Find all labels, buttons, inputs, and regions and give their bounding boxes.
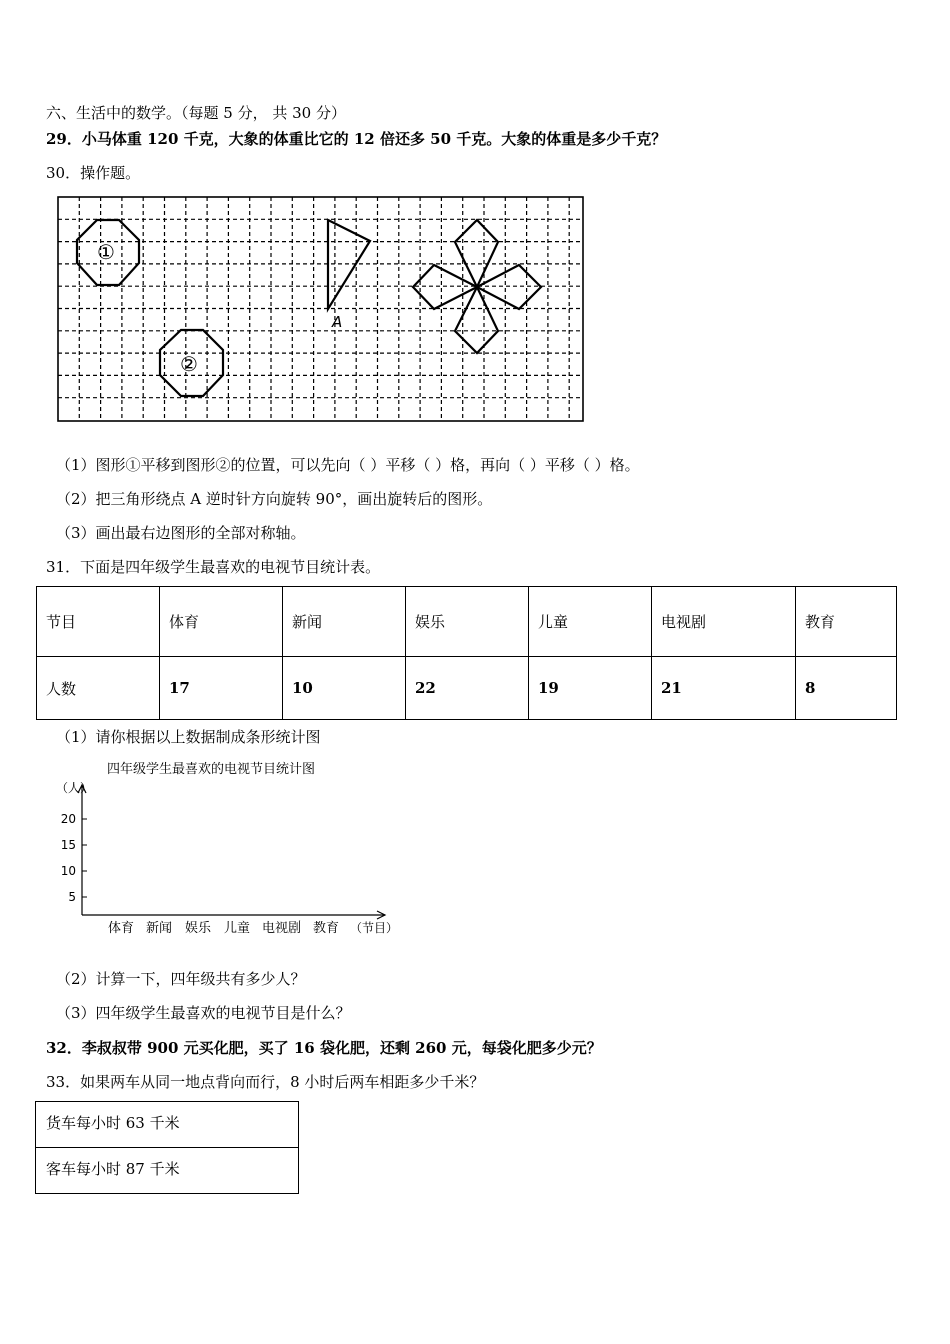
truck-speed: 货车每小时 63 千米: [36, 1102, 299, 1148]
question-31-title: 31．下面是四年级学生最喜欢的电视节目统计表。: [46, 558, 381, 576]
grid-figure: [50, 193, 590, 428]
table-cell: 10: [283, 657, 406, 720]
y-tick-label: 10: [60, 864, 76, 878]
question-30-part-1: （1）图形①平移到图形②的位置，可以先向（ ）平移（ ）格，再向（ ）平移（ ）格。: [56, 456, 640, 474]
table-cell: 电视剧: [652, 587, 796, 657]
y-tick-label: 5: [68, 890, 76, 904]
table-row: [37, 657, 897, 720]
speed-table: [35, 1101, 299, 1194]
question-30-part-3: （3）画出最右边图形的全部对称轴。: [56, 524, 306, 542]
tv-program-table: [36, 586, 897, 720]
dashed-grid: [58, 197, 583, 421]
y-tick-label: 15: [60, 838, 76, 852]
x-category-label: 电视剧: [262, 921, 302, 936]
question-30-title: 30．操作题。: [46, 164, 141, 182]
table-cell: 19: [529, 657, 652, 720]
x-category-label: 娱乐: [185, 921, 212, 936]
chart-y-label: （人）: [56, 781, 93, 795]
table-cell: 体育: [160, 587, 283, 657]
table-cell: 新闻: [283, 587, 406, 657]
chart-title: 四年级学生最喜欢的电视节目统计图: [107, 762, 316, 777]
table-cell: 17: [160, 657, 283, 720]
table-cell: 节目: [37, 587, 160, 657]
question-29: 29．小马体重 120 千克，大象的体重比它的 12 倍还多 50 千克。大象的体重是多少千克？: [46, 130, 667, 148]
question-30-part-2: （2）把三角形绕点 A 逆时针方向旋转 90°，画出旋转后的图形。: [56, 490, 493, 508]
table-row: [37, 587, 897, 657]
point-a-label: A: [332, 313, 343, 331]
question-31-part-1: （1）请你根据以上数据制成条形统计图: [56, 728, 321, 746]
question-33-title: 33．如果两车从同一地点背向而行，8 小时后两车相距多少千米？: [46, 1073, 485, 1091]
table-cell: 教育: [796, 587, 897, 657]
table-row: [36, 1102, 299, 1148]
bar-chart: [50, 755, 410, 945]
table-cell: 8: [796, 657, 897, 720]
x-category-label: 教育: [313, 921, 340, 936]
table-row: [36, 1148, 299, 1194]
chart-x-label: （节目）: [350, 921, 399, 935]
table-cell: 人数: [37, 657, 160, 720]
octagon-1-label: ①: [97, 240, 115, 264]
bus-speed: 客车每小时 87 千米: [36, 1148, 299, 1194]
table-cell: 21: [652, 657, 796, 720]
x-category-label: 新闻: [146, 921, 173, 936]
question-32: 32．李叔叔带 900 元买化肥，买了 16 袋化肥，还剩 260 元，每袋化肥多少元？: [46, 1039, 602, 1057]
table-cell: 22: [406, 657, 529, 720]
y-tick-label: 20: [60, 812, 76, 826]
question-31-part-3: （3）四年级学生最喜欢的电视节目是什么？: [56, 1004, 351, 1022]
table-cell: 儿童: [529, 587, 652, 657]
x-category-label: 体育: [108, 921, 135, 936]
octagon-2-label: ②: [180, 352, 198, 376]
section-heading: 六、生活中的数学。（每题 5 分， 共 30 分）: [46, 104, 346, 122]
question-31-part-2: （2）计算一下，四年级共有多少人？: [56, 970, 306, 988]
table-cell: 娱乐: [406, 587, 529, 657]
x-category-label: 儿童: [224, 921, 251, 936]
